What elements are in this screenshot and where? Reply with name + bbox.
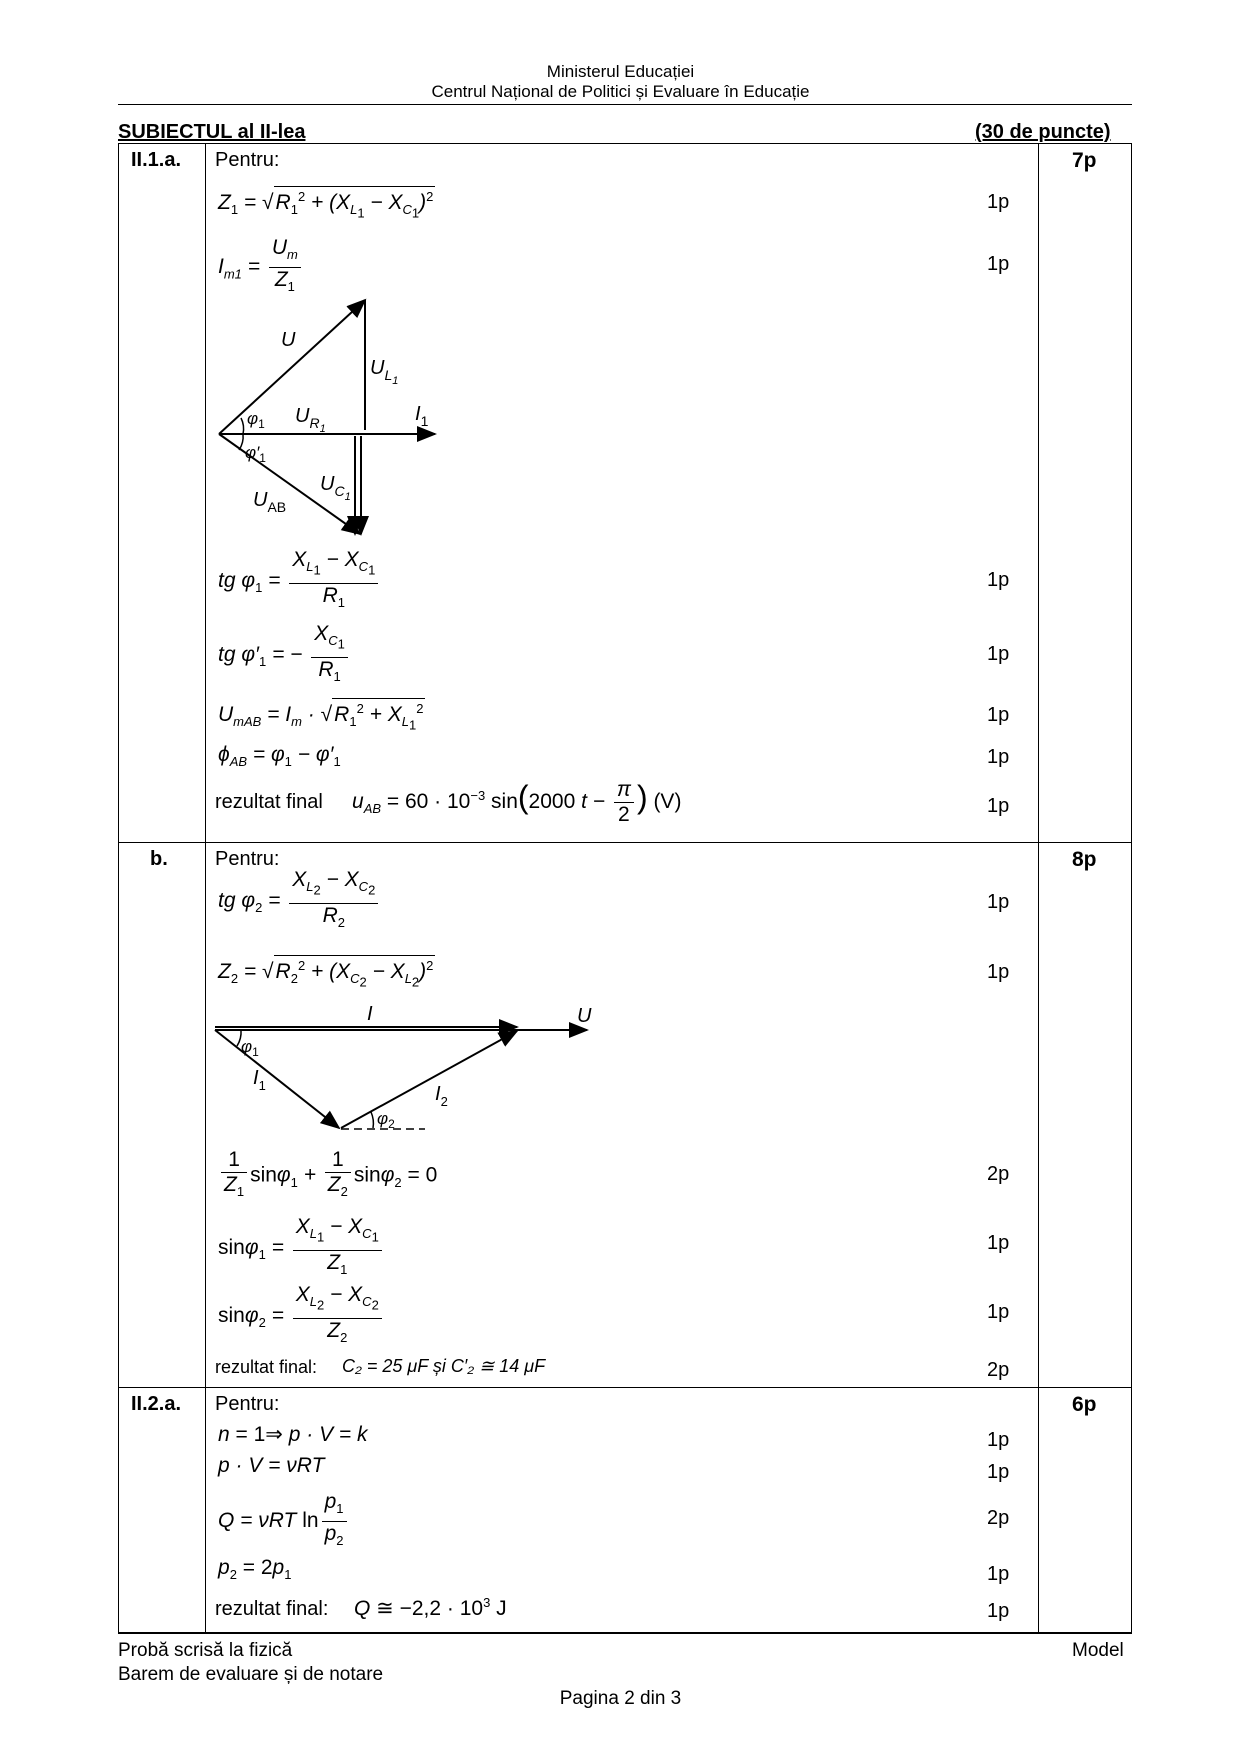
points-value: 1p xyxy=(987,746,1010,768)
svg-text:UC1: $U_{C1}$ xyxy=(320,473,351,503)
formula-ideal-gas: p · V = νRT xyxy=(218,1454,325,1477)
points-value: 2p xyxy=(987,1359,1010,1381)
points-value: 1p xyxy=(987,191,1010,213)
points-value: 1p xyxy=(987,1232,1010,1254)
formula-impedance-z2: $Z_2 = √R_2^2 + (X_{C_2} - X_{L_2})^2$ xyxy=(218,955,435,990)
formula-isothermal: n = 1⇒ p · V = k xyxy=(218,1423,368,1446)
svg-text:UAB: $U_{AB}$ xyxy=(253,489,287,515)
formula-tg-phi1: tg $\varphi_1$ = $\frac{X_{L_1} - X_{C_1}}{R_1}$ xyxy=(218,548,381,615)
final-result-capacitance: C₂ = 25 μF și C′₂ ≅ 14 μF xyxy=(342,1356,546,1376)
points-value: 1p xyxy=(987,643,1010,665)
center-name: Centrul Național de Politici și Evaluare în Educație xyxy=(431,82,810,101)
header-rule xyxy=(118,104,1132,105)
formula-sine-sum: $\frac{1}{Z_1}$ sinφ$_1$ + $\frac{1}{Z_2}$ sinφ$_2$ = 0 xyxy=(218,1148,437,1204)
points-value: 1p xyxy=(987,704,1010,726)
section-label-II-2-a: II.2.a. xyxy=(131,1393,182,1415)
formula-tg-phi1-prime: tg $\varphi'_1$ = − $\frac{X_{C_1}}{R_1}$ xyxy=(218,622,351,689)
points-value: 1p xyxy=(987,569,1010,591)
svg-text:φ1: $\varphi_1$ xyxy=(247,409,265,431)
points-value: 2p xyxy=(987,1163,1010,1185)
svg-text:UR1: $U_{R1}$ xyxy=(295,405,326,435)
formula-umab: $U_{mAB} = I_m \cdot √R_1^2 + X_{L_1}^2$ xyxy=(218,698,425,733)
points-value: 1p xyxy=(987,1429,1010,1451)
formula-impedance-z1: $Z_1 = √R_1^2 + (X_{L_1} - X_{C_1})^2$ xyxy=(218,186,435,221)
formula-sin-phi1: sinφ$_1$ = $\frac{X_{L_1} - X_{C_1}}{Z_1}$ xyxy=(218,1215,385,1282)
section-intro: Pentru: xyxy=(215,1393,280,1415)
final-result-uab: $u_{AB} = 60 \cdot 10^{-3}$ sin(2000 t − $\frac{\pi}{2}$ ) (V) xyxy=(352,778,682,826)
formula-sin-phi2: sinφ$_2$ = $\frac{X_{L_2} - X_{C_2}}{Z_2}$ xyxy=(218,1283,385,1350)
svg-text:I1: $I_1$ xyxy=(415,403,429,429)
final-result-label: rezultat final: xyxy=(215,1598,329,1620)
points-value: 1p xyxy=(987,891,1010,913)
subject-title: SUBIECTUL al II-lea xyxy=(118,121,306,143)
phasor-diagram-parallel xyxy=(205,1000,605,1140)
section-label-b: b. xyxy=(150,848,168,870)
phasor-diagram-series xyxy=(205,290,465,550)
formula-phase-ab: $\phi_{AB} = \varphi_1 - \varphi'_1$ xyxy=(218,743,341,770)
section-total-points: 7p xyxy=(1072,149,1097,172)
points-value: 1p xyxy=(987,253,1010,275)
svg-text:U: U xyxy=(281,329,296,351)
points-value: 1p xyxy=(987,1563,1010,1585)
svg-text:φ1: $\varphi_1$ xyxy=(241,1037,259,1059)
svg-text:φ2: $\varphi_2$ xyxy=(377,1109,395,1131)
formula-tg-phi2: tg $\varphi_2$ = $\frac{X_{L_2} - X_{C_2}}{R_2}$ xyxy=(218,868,381,935)
formula-pressure-ratio: $p_2 = 2p_1$ xyxy=(218,1556,292,1583)
section-intro: Pentru: xyxy=(215,149,280,171)
formula-heat: Q = νRT ln $\frac{p_1}{p_2}$ xyxy=(218,1490,350,1553)
points-value: 1p xyxy=(987,961,1010,983)
section-total-points: 6p xyxy=(1072,1393,1097,1416)
svg-text:UL1: $U_{L1}$ xyxy=(370,357,399,387)
section-label-II-1-a: II.1.a. xyxy=(131,149,182,171)
points-value: 1p xyxy=(987,1301,1010,1323)
points-value: 1p xyxy=(987,1600,1010,1622)
subject-points: (30 de puncte) xyxy=(975,121,1111,143)
footer-scheme: Barem de evaluare și de notare xyxy=(118,1664,384,1685)
final-result-label: rezultat final: xyxy=(215,1357,318,1377)
svg-text:φ′1: $\varphi'_1$ xyxy=(245,443,266,465)
svg-text:I: I xyxy=(367,1003,373,1025)
final-result-label: rezultat final xyxy=(215,791,323,813)
section-total-points: 8p xyxy=(1072,848,1097,871)
points-value: 1p xyxy=(987,795,1010,817)
ministry-name: Ministerul Educației xyxy=(546,62,695,81)
svg-text:I1: $I_1$ xyxy=(253,1067,266,1093)
section-intro: Pentru: xyxy=(215,848,280,870)
footer-page-number: Pagina 2 din 3 xyxy=(559,1688,682,1709)
formula-current-im1: $I_{m1}$ = $\frac{U_m}{Z_1}$ xyxy=(218,236,304,299)
points-value: 1p xyxy=(987,1461,1010,1483)
svg-text:U: U xyxy=(577,1005,592,1027)
footer-exam: Probă scrisă la fizică xyxy=(118,1640,293,1661)
svg-text:I2: $I_2$ xyxy=(435,1083,448,1109)
points-value: 2p xyxy=(987,1507,1010,1529)
footer-model: Model xyxy=(1072,1640,1124,1661)
final-result-heat: Q ≅ $-2,2 \cdot 10^3$ J xyxy=(354,1595,507,1620)
